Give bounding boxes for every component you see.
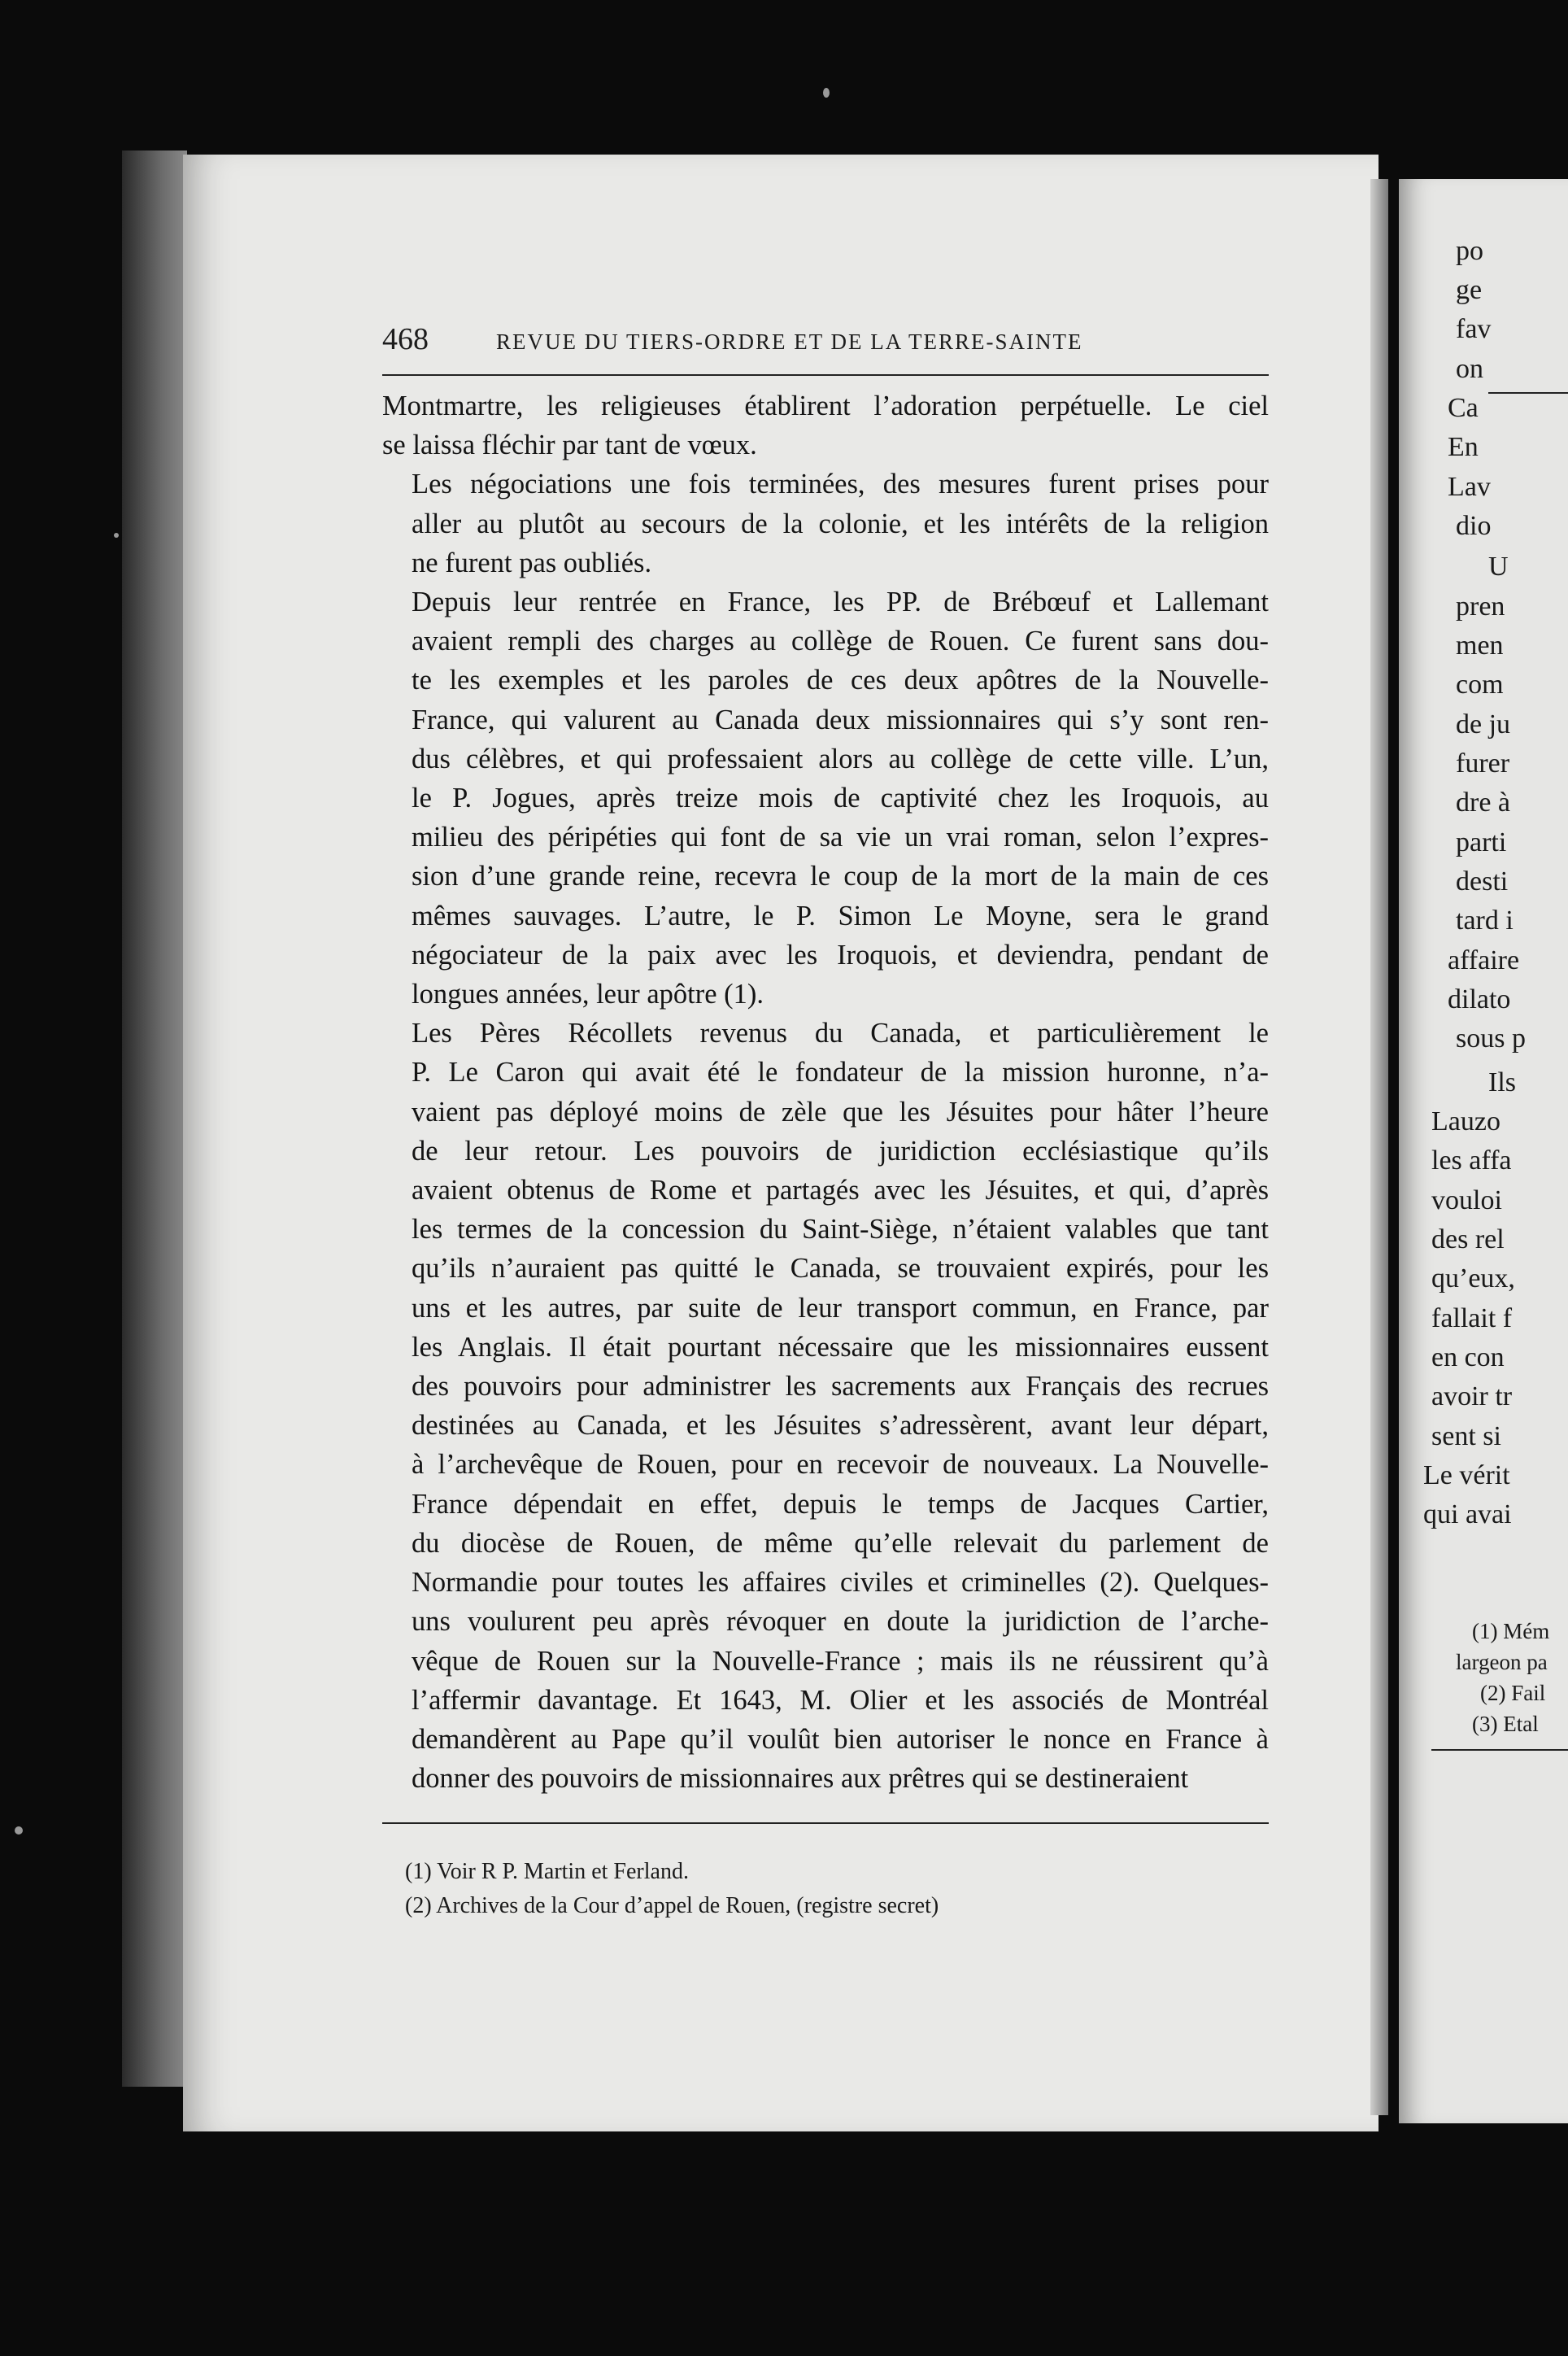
right-page-line: men — [1456, 630, 1504, 661]
right-page-line: Ca — [1448, 393, 1479, 423]
footnote: (1) Voir R P. Martin et Ferland. — [405, 1859, 689, 1884]
text-line: le P. Jogues, après treize mois de captivité chez les Iroquois, au — [412, 783, 1269, 814]
right-page-line: qui avai — [1423, 1499, 1512, 1529]
text-line: négociateur de la paix avec les Iroquois, et deviendra, pendant de — [412, 939, 1269, 971]
right-page-line: sous p — [1456, 1023, 1526, 1054]
text-line: destinées au Canada, et les Jésuites s’adressèrent, avant leur départ, — [412, 1410, 1269, 1442]
text-line: demandèrent au Pape qu’il voulût bien autoriser le nonce en France à — [412, 1723, 1269, 1755]
book-gutter-shadow — [122, 151, 187, 2087]
right-page-line: Lauzo — [1431, 1106, 1500, 1137]
text-line: donner des pouvoirs de missionnaires aux prêtres qui se destineraient — [412, 1763, 1189, 1795]
right-page-line: sent si — [1431, 1421, 1501, 1451]
text-line: l’affermir davantage. Et 1643, M. Olier et les associés de Montréal — [412, 1684, 1269, 1716]
right-page-line: dio — [1456, 511, 1492, 541]
right-page-line: des rel — [1431, 1224, 1505, 1254]
right-page-line: vouloi — [1431, 1185, 1502, 1215]
right-page-line: pren — [1456, 591, 1505, 622]
text-line: les termes de la concession du Saint-Siège, n’étaient valables que tant — [412, 1214, 1269, 1246]
right-page-line: com — [1456, 670, 1504, 700]
right-page-line: ge — [1456, 275, 1483, 305]
text-line: vêque de Rouen sur la Nouvelle-France ; mais ils ne réussirent qu’à — [412, 1645, 1269, 1677]
right-page-line: fav — [1456, 314, 1492, 344]
right-page-line: dilato — [1448, 984, 1511, 1014]
right-page-line: qu’eux, — [1431, 1263, 1515, 1294]
footnotes — [382, 1855, 1269, 1923]
page-edge — [1370, 179, 1388, 2115]
body-text — [382, 386, 1269, 1798]
text-line: Les Pères Récollets revenus du Canada, et particulièrement le — [412, 1018, 1269, 1049]
text-line: P. Le Caron qui avait été le fondateur de la mission huronne, n’a- — [412, 1057, 1269, 1089]
right-header-rule — [1488, 392, 1568, 394]
right-page-line: desti — [1456, 866, 1509, 897]
right-page-line: avoir tr — [1431, 1381, 1513, 1411]
right-page-line: Ils — [1488, 1067, 1516, 1097]
text-line: avaient rempli des charges au collège de Rouen. Ce furent sans dou- — [412, 626, 1269, 657]
footnote-rule — [382, 1822, 1269, 1824]
text-line: de leur retour. Les pouvoirs de juridiction ecclésiastique qu’ils — [412, 1135, 1269, 1167]
text-line: des pouvoirs pour administrer les sacrements aux Français des recrues — [412, 1371, 1269, 1403]
text-line: du diocèse de Rouen, de même qu’elle relevait du parlement de — [412, 1527, 1269, 1559]
page-number: 468 — [382, 322, 429, 356]
text-line: te les exemples et les paroles de ces deux apôtres de la Nouvelle- — [412, 665, 1269, 696]
paragraph — [382, 386, 1269, 465]
text-line: mêmes sauvages. L’autre, le P. Simon Le Moyne, sera le grand — [412, 900, 1269, 931]
running-title: REVUE DU TIERS-ORDRE ET DE LA TERRE-SAINTE — [496, 329, 1083, 354]
text-line: uns et les autres, par suite de leur transport commun, en France, par — [412, 1292, 1269, 1324]
text-line: milieu des péripéties qui font de sa vie un vrai roman, selon l’expres- — [412, 822, 1269, 853]
text-line: Les négociations une fois terminées, des mesures furent prises pour — [412, 469, 1269, 500]
right-page-line: po — [1456, 236, 1483, 266]
text-line: sion d’une grande reine, recevra le coup de la mort de la main de ces — [412, 861, 1269, 892]
text-line: à l’archevêque de Rouen, pour en recevoir de nouveaux. La Nouvelle- — [412, 1449, 1269, 1481]
right-page-line: fallait f — [1431, 1303, 1513, 1333]
text-line: dus célèbres, et qui professaient alors au collège de cette ville. L’un, — [412, 743, 1269, 774]
text-line: France dépendait en effet, depuis le temps de Jacques Cartier, — [412, 1488, 1269, 1520]
right-page-line: furer — [1456, 748, 1510, 779]
right-page-line: U — [1488, 552, 1509, 582]
right-page-line: dre à — [1456, 788, 1511, 818]
text-line: Montmartre, les religieuses établirent l’adoration perpétuelle. Le ciel — [382, 390, 1269, 421]
footnote: (2) Archives de la Cour d’appel de Rouen, (registre secret) — [405, 1893, 939, 1918]
dust-speck — [15, 1826, 23, 1835]
right-page-line: les affa — [1431, 1145, 1512, 1176]
text-line: se laissa fléchir par tant de vœux. — [382, 430, 757, 461]
right-page-line: En — [1448, 432, 1479, 462]
text-line: les Anglais. Il était pourtant nécessaire que les missionnaires eussent — [412, 1331, 1269, 1363]
right-page-footnote: (3) Etal — [1472, 1712, 1539, 1736]
right-page-line: tard i — [1456, 905, 1514, 936]
right-page-footnote: largeon pa — [1456, 1650, 1548, 1674]
right-page-line: de ju — [1456, 709, 1511, 740]
text-line: France, qui valurent au Canada deux missionnaires qui s’y sont ren- — [412, 704, 1269, 735]
dust-speck — [114, 533, 119, 538]
right-page-line: Lav — [1448, 472, 1491, 502]
right-page-line: affaire — [1448, 945, 1520, 975]
text-line: avaient obtenus de Rome et partagés avec les Jésuites, et qui, d’après — [412, 1175, 1269, 1206]
paragraph — [382, 465, 1269, 582]
right-page-line: parti — [1456, 827, 1507, 857]
text-line: vaient pas déployé moins de zèle que les Jésuites pour hâter l’heure — [412, 1096, 1269, 1128]
right-page-footnote: (1) Mém — [1472, 1619, 1550, 1643]
header-rule — [382, 374, 1269, 376]
paragraph — [382, 1014, 1269, 1798]
right-page-fragment — [1399, 179, 1568, 2123]
text-line: aller au plutôt au secours de la colonie, et les intérêts de la religion — [412, 508, 1269, 539]
text-line: Depuis leur rentrée en France, les PP. de Brébœuf et Lallemant — [412, 587, 1269, 618]
right-footnote-rule — [1431, 1749, 1568, 1751]
paragraph — [382, 582, 1269, 1014]
text-line: uns voulurent peu après révoquer en doute la juridiction de l’arche- — [412, 1606, 1269, 1638]
dust-speck — [823, 88, 830, 98]
right-page-line: en con — [1431, 1342, 1505, 1372]
text-line: ne furent pas oubliés. — [412, 547, 652, 578]
text-line: qu’ils n’auraient pas quitté le Canada, se trouvaient expirés, pour les — [412, 1253, 1269, 1285]
right-page-line: on — [1456, 354, 1483, 384]
text-line: Normandie pour toutes les affaires civiles et criminelles (2). Quelques- — [412, 1567, 1269, 1599]
right-page-line: Le vérit — [1423, 1460, 1510, 1490]
text-line: longues années, leur apôtre (1). — [412, 979, 764, 1010]
right-page-footnote: (2) Fail — [1480, 1681, 1546, 1705]
